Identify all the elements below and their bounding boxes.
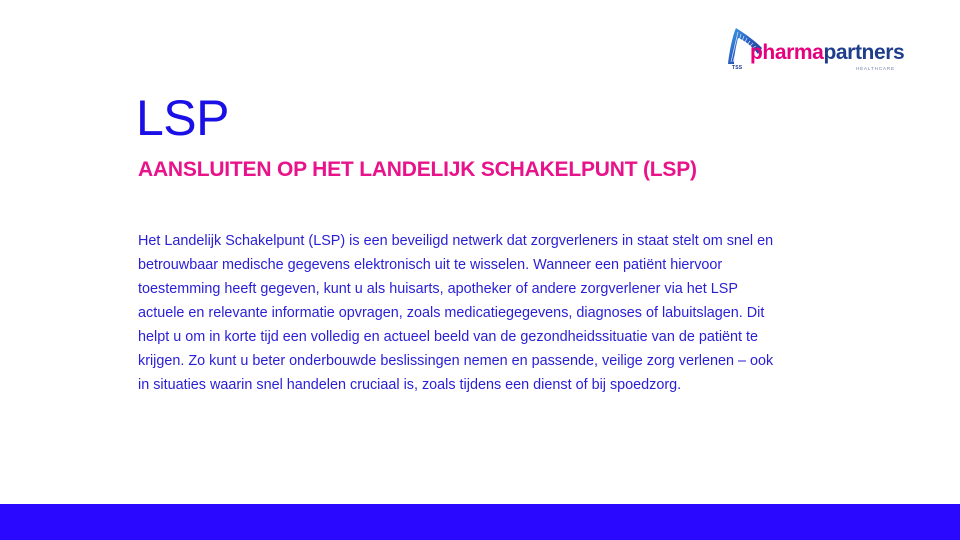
logo-word-pharma: pharma [750, 41, 824, 64]
logo-word-partners: partners [823, 41, 905, 64]
logo-tss-label: TSS [732, 65, 743, 71]
logo-wordmark [750, 42, 904, 64]
pharmapartners-logo [722, 24, 908, 76]
slide-body-text: Het Landelijk Schakelpunt (LSP) is een beveiligd netwerk dat zorgverleners in staat stelt om snel en betrouwbaar medische gegevens elektronisch uit te wisselen. Wanneer een patiënt hiervoor toestemming heeft gegeven, kunt u als huisarts, apotheker of andere zorgverlener via het LSP actuele en relevante informatie opvragen, zoals medicatiegegevens, diagnoses of labuitslagen. Dit helpt u om in korte tijd een volledig en actueel beeld van de gezondheidssituatie van de patiënt te krijgen. Zo kunt u beter onderbouwde beslissingen nemen en passende, veilige zorg verlenen – ook in situaties waarin snel handelen cruciaal is, zoals tijdens een dienst of bij spoedzorg. [138, 233, 774, 393]
slide-subheading: AANSLUITEN OP HET LANDELIJK SCHAKELPUNT (LSP) [138, 158, 697, 181]
logo-healthcare-label: HEALTHCARE [856, 66, 895, 71]
footer-bar [0, 504, 960, 540]
slide-title: LSP [136, 90, 230, 146]
